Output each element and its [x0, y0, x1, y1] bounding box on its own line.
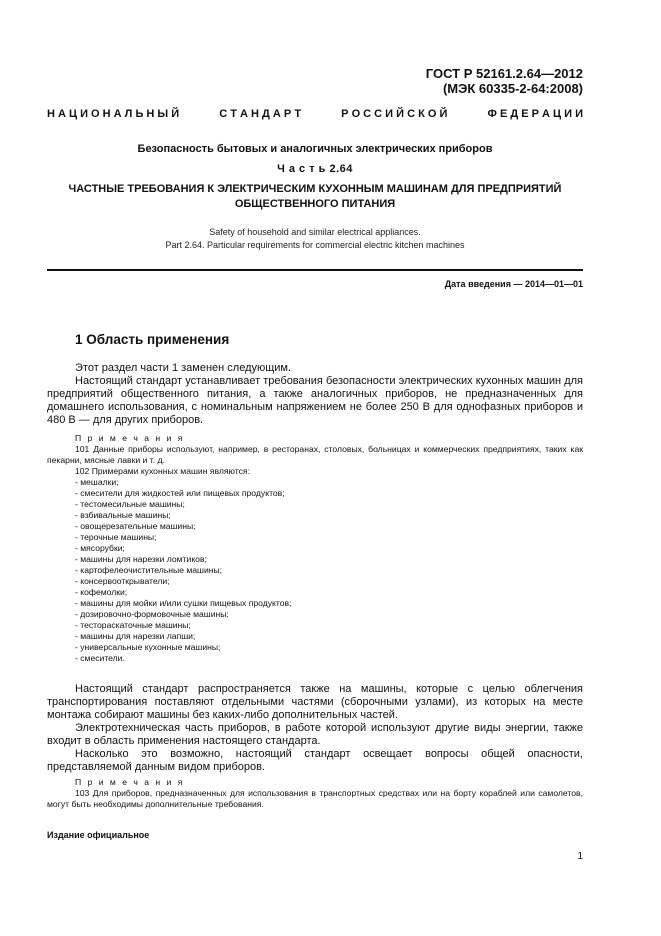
list-item: - картофелеочистительные машины;: [75, 565, 223, 575]
list-item: - смесители для жидкостей или пищевых продуктов;: [75, 488, 285, 498]
list-item: - взбивальные машины;: [75, 510, 171, 520]
notes-heading-2: П р и м е ч а н и я: [75, 777, 185, 787]
official-edition-label: Издание официальное: [47, 830, 150, 840]
notes-block: [47, 433, 583, 664]
list-item: - овощерезательные машины;: [75, 521, 196, 531]
national-standard-banner: [47, 108, 583, 120]
list-item: - мясорубки;: [75, 543, 125, 553]
banner-word-4: Ф Е Д Е Р А Ц И И: [487, 108, 583, 120]
list-item: - машины для нарезки ломтиков;: [75, 554, 207, 564]
scope-paragraphs-continued: [47, 683, 583, 774]
list-item: - машины для мойки и/или сушки пищевых продуктов;: [75, 598, 292, 608]
english-title: [47, 226, 583, 252]
note-102: 102 Примерами кухонных машин являются:: [75, 466, 250, 476]
standard-code: ГОСТ Р 52161.2.64—2012: [425, 66, 583, 81]
list-item: - универсальные кухонные машины;: [75, 642, 221, 652]
section-heading: 1 Область применения: [75, 332, 230, 347]
list-item: - тестомесильные машины;: [75, 499, 185, 509]
list-item: - тестораскаточные машины;: [75, 620, 191, 630]
english-title-line-2: Part 2.64. Particular requirements for commercial electric kitchen machines: [165, 240, 465, 250]
notes-heading: П р и м е ч а н и я: [75, 433, 185, 443]
banner-word-2: С Т А Н Д А Р Т: [219, 108, 302, 120]
banner-word-1: Н А Ц И О Н А Л Ь Н Ы Й: [47, 108, 180, 120]
paragraph: Электротехническая часть приборов, в работе которой используют другие виды энергии, также входит в область применения настоящего стандарта.: [47, 722, 583, 747]
standard-code-block: [426, 66, 583, 96]
title-main: ЧАСТНЫЕ ТРЕБОВАНИЯ К ЭЛЕКТРИЧЕСКИМ КУХОННЫМ МАШИНАМ ДЛЯ ПРЕДПРИЯТИЙ ОБЩЕСТВЕННОГО ПИТАНИЯ: [68, 183, 562, 210]
note-101: 101 Данные приборы используют, например, в ресторанах, столовых, больницах и коммерческих предприятиях, таких как пекарни, мясные лавки и т. д.: [47, 444, 583, 465]
list-item: - мешалки;: [75, 477, 119, 487]
paragraph: Настоящий стандарт устанавливает требования безопасности электрических кухонных машин для предприятий общественного питания, а также аналогичных приборов, не предназначенных для домашнего использования, с номинальным напряжением не более 250 В для однофазных приборов и 480 В — для других приборов.: [47, 375, 583, 426]
divider-rule: [47, 269, 583, 271]
list-item: - терочные машины;: [75, 532, 157, 542]
notes-block-2: [47, 777, 583, 810]
list-item: - машины для нарезки лапши;: [75, 631, 196, 641]
title-general: Безопасность бытовых и аналогичных электрических приборов: [137, 143, 493, 155]
paragraph: Этот раздел части 1 заменен следующим.: [75, 362, 292, 374]
paragraph: Настоящий стандарт распространяется также на машины, которые с целью облегчения транспортирования поставляют отдельными частями (сборочными узлами), из которых на месте монтажа собирают машины без каких-либо дополнительных частей.: [47, 683, 583, 721]
list-item: - консервооткрыватели;: [75, 576, 170, 586]
list-item: - кофемолки;: [75, 587, 128, 597]
note-103: 103 Для приборов, предназначенных для использования в транспортных средствах или на борту кораблей или самолетов, могут быть необходимы дополнительные требования.: [47, 788, 583, 809]
list-item: - смесители.: [75, 653, 125, 663]
title-part: Ч а с т ь 2.64: [277, 163, 353, 175]
introduction-date: Дата введения — 2014—01—01: [444, 279, 583, 289]
scope-paragraphs: [47, 362, 583, 427]
iec-code: (МЭК 60335-2-64:2008): [442, 81, 583, 96]
banner-word-3: Р О С С И Й С К О Й: [341, 108, 448, 120]
english-title-line-1: Safety of household and similar electrical appliances.: [209, 227, 421, 237]
machine-list: [47, 477, 583, 664]
list-item: - дозировочно-формовочные машины;: [75, 609, 229, 619]
page-number: 1: [577, 851, 583, 862]
paragraph: Насколько это возможно, настоящий стандарт освещает вопросы общей опасности, представляемой данным видом приборов.: [47, 748, 583, 773]
